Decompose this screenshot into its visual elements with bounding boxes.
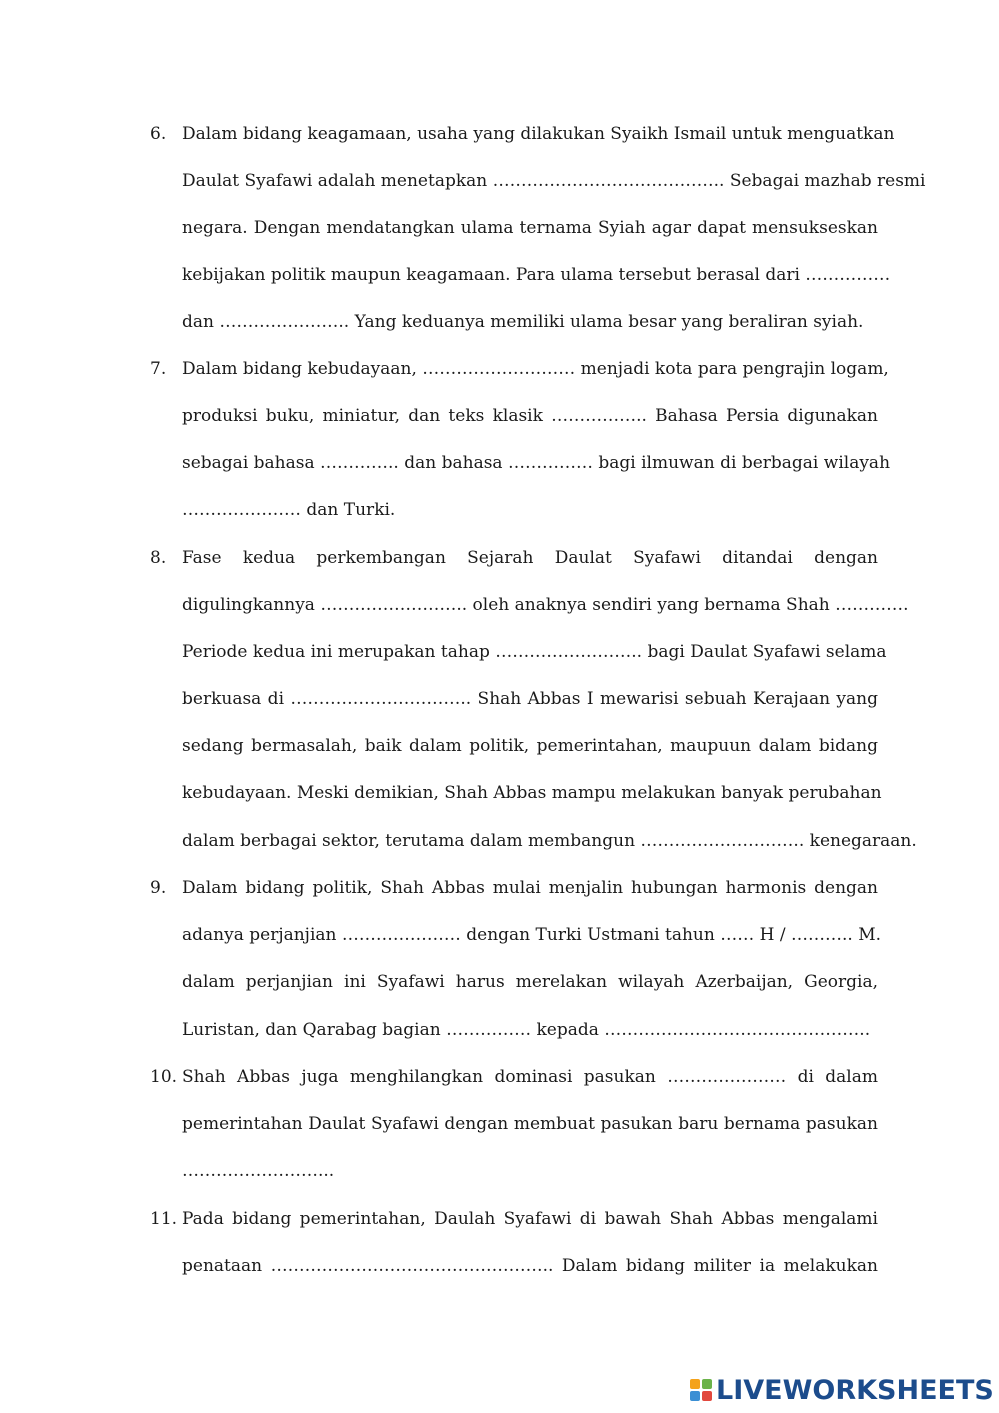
item-number-9: 9. [150,878,167,898]
item-7-line-2: produksi buku, miniatur, dan teks klasik …………….. Bahasa Persia digunakan [182,406,878,426]
item-7-line-3: sebagai bahasa ………….. dan bahasa …………… bagi ilmuwan di berbagai wilayah [182,453,891,473]
logo-square-2 [702,1379,712,1389]
item-11-line-2: penataan ………………………………………….. Dalam bidang militer ia melakukan [182,1256,878,1276]
item-10-line-1: Shah Abbas juga menghilangkan dominasi pasukan ………………… di dalam [182,1067,878,1087]
liveworksheets-logo-icon [690,1379,712,1401]
item-10-line-3: ……………………... [182,1161,335,1181]
item-9-line-1: Dalam bidang politik, Shah Abbas mulai menjalin hubungan harmonis dengan [182,878,878,898]
logo-square-3 [690,1391,700,1401]
item-9-line-2: adanya perjanjian ………………… dengan Turki Ustmani tahun …… H / ……….. M. [182,925,882,945]
item-7-line-4: ………………… dan Turki. [182,500,396,520]
item-6-line-2: Daulat Syafawi adalah menetapkan ………………………………….. Sebagai mazhab resmi [182,171,926,191]
item-6-line-1: Dalam bidang keagamaan, usaha yang dilakukan Syaikh Ismail untuk menguatkan [182,124,895,144]
item-number-7: 7. [150,359,167,379]
item-8-line-2: digulingkannya …………………….. oleh anaknya sendiri yang bernama Shah …………. [182,595,909,615]
item-8-line-7: dalam berbagai sektor, terutama dalam membangun ……………………….. kenegaraan. [182,831,917,851]
item-8-line-4: berkuasa di ………………………….. Shah Abbas I mewarisi sebuah Kerajaan yang [182,689,878,709]
item-8-line-5: sedang bermasalah, baik dalam politik, pemerintahan, maupuun dalam bidang [182,736,878,756]
item-number-8: 8. [150,548,167,568]
item-11-line-1: Pada bidang pemerintahan, Daulah Syafawi di bawah Shah Abbas mengalami [182,1209,878,1229]
item-6-line-4: kebijakan politik maupun keagamaan. Para ulama tersebut berasal dari …………… [182,265,891,285]
item-6-line-5: dan ………………….. Yang keduanya memiliki ulama besar yang beraliran syiah. [182,312,864,332]
item-8-line-3: Periode kedua ini merupakan tahap …………………….. bagi Daulat Syafawi selama [182,642,887,662]
item-number-10: 10. [150,1067,178,1087]
item-9-line-3: dalam perjanjian ini Syafawi harus merelakan wilayah Azerbaijan, Georgia, [182,972,878,992]
item-6-line-3: negara. Dengan mendatangkan ulama ternama Syiah agar dapat mensukseskan [182,218,878,238]
item-7-line-1: Dalam bidang kebudayaan, ……………………… menjadi kota para pengrajin logam, [182,359,889,379]
item-number-11: 11. [150,1209,178,1229]
liveworksheets-watermark [690,1374,994,1406]
item-8-line-6: kebudayaan. Meski demikian, Shah Abbas mampu melakukan banyak perubahan [182,783,882,803]
logo-square-4 [702,1391,712,1401]
watermark-text: LIVEWORKSHEETS [716,1374,994,1406]
item-9-line-4: Luristan, dan Qarabag bagian …………… kepada ……………………………………….. [182,1020,871,1040]
item-10-line-2: pemerintahan Daulat Syafawi dengan membuat pasukan baru bernama pasukan [182,1114,878,1134]
item-8-line-1: Fase kedua perkembangan Sejarah Daulat Syafawi ditandai dengan [182,548,878,568]
item-number-6: 6. [150,124,167,144]
logo-square-1 [690,1379,700,1389]
